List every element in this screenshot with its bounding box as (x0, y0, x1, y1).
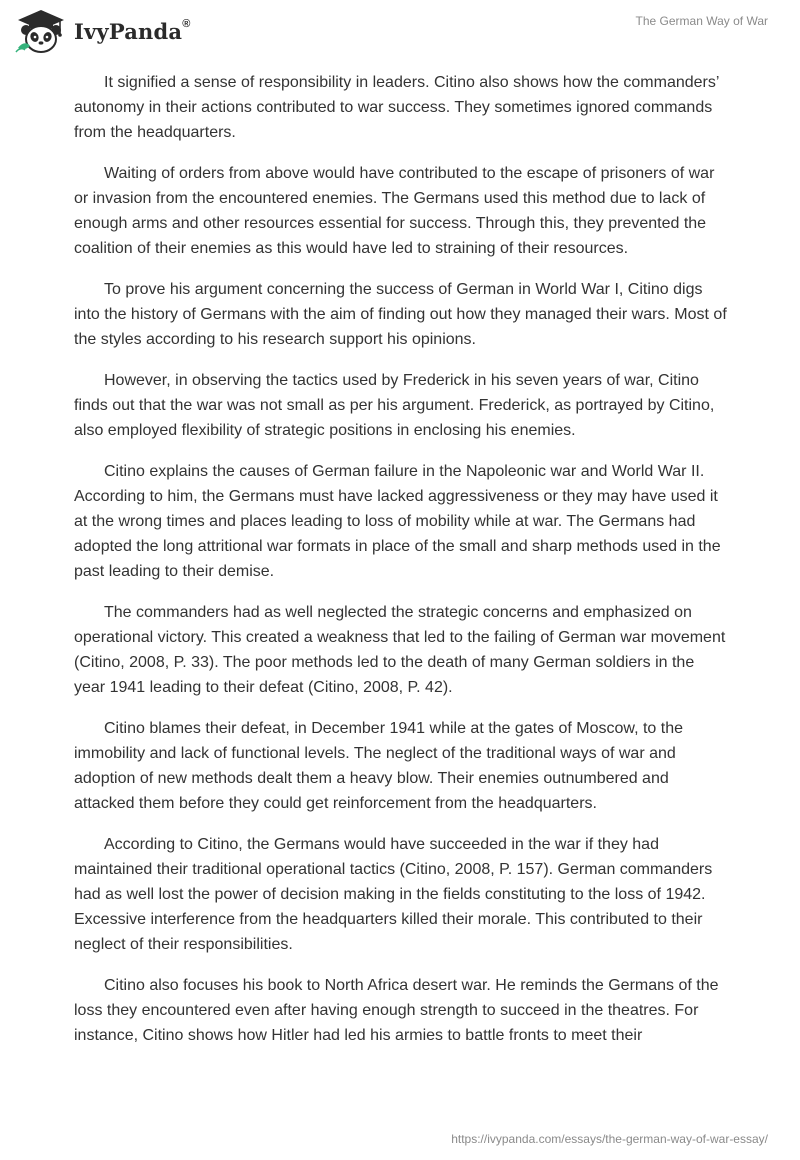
paragraph: Citino also focuses his book to North Africa desert war. He reminds the Germans of the loss they encountered even after having enough strength to succeed in the theatres. For instance, Citino shows how Hitler had led his armies to battle fronts to meet their (74, 977, 719, 1044)
paragraph: The commanders had as well neglected the strategic concerns and emphasized on operational victory. This created a weakness that led to the failing of German war movement (Citino, 2008, P. 33). The poor methods led to the death of many German soldiers in the year 1941 leading to their defeat (Citino, 2008, P. 42). (74, 604, 726, 696)
source-url[interactable]: https://ivypanda.com/essays/the-german-way-of-war-essay/ (451, 1132, 768, 1146)
brand-name: IvyPanda® (74, 17, 191, 44)
essay-body (74, 70, 728, 1064)
paragraph: It signified a sense of responsibility in leaders. Citino also shows how the commanders’ autonomy in their actions contributed to war success. They sometimes ignored commands from the headquarters. (74, 74, 719, 141)
document-title: The German Way of War (635, 14, 768, 28)
panda-graduate-icon (14, 8, 68, 54)
brand-logo[interactable] (14, 8, 191, 54)
paragraph: Waiting of orders from above would have contributed to the escape of prisoners of war or invasion from the encountered enemies. The Germans used this method due to lack of enough arms and other resources essential for success. Through this, they prevented the coalition of their enemies as this would have led to straining of their resources. (74, 165, 715, 257)
paragraph: To prove his argument concerning the success of German in World War I, Citino digs into the history of Germans with the aim of finding out how they managed their wars. Most of the styles according to his research support his opinions. (74, 281, 727, 348)
paragraph: Citino explains the causes of German failure in the Napoleonic war and World War II. According to him, the Germans must have lacked aggressiveness or they may have used it at the wrong times and places leading to loss of mobility while at war. The Germans had adopted the long attritional war formats in place of the small and sharp methods used in the past leading to their demise. (74, 463, 721, 580)
paragraph: However, in observing the tactics used by Frederick in his seven years of war, Citino finds out that the war was not small as per his argument. Frederick, as portrayed by Citino, also employed flexibility of strategic positions in enclosing his enemies. (74, 372, 715, 439)
paragraph: According to Citino, the Germans would have succeeded in the war if they had maintained their traditional operational tactics (Citino, 2008, P. 157). German commanders had as well lost the power of decision making in the fields constituting to the loss of 1942. Excessive interference from the headquarters killed their morale. This contributed to their neglect of their responsibilities. (74, 836, 713, 953)
paragraph: Citino blames their defeat, in December 1941 while at the gates of Moscow, to the immobility and lack of functional levels. The neglect of the traditional ways of war and adoption of new methods dealt them a heavy blow. Their enemies outnumbered and attacked them before they could get reinforcement from the headquarters. (74, 720, 683, 812)
page-header (0, 0, 800, 64)
